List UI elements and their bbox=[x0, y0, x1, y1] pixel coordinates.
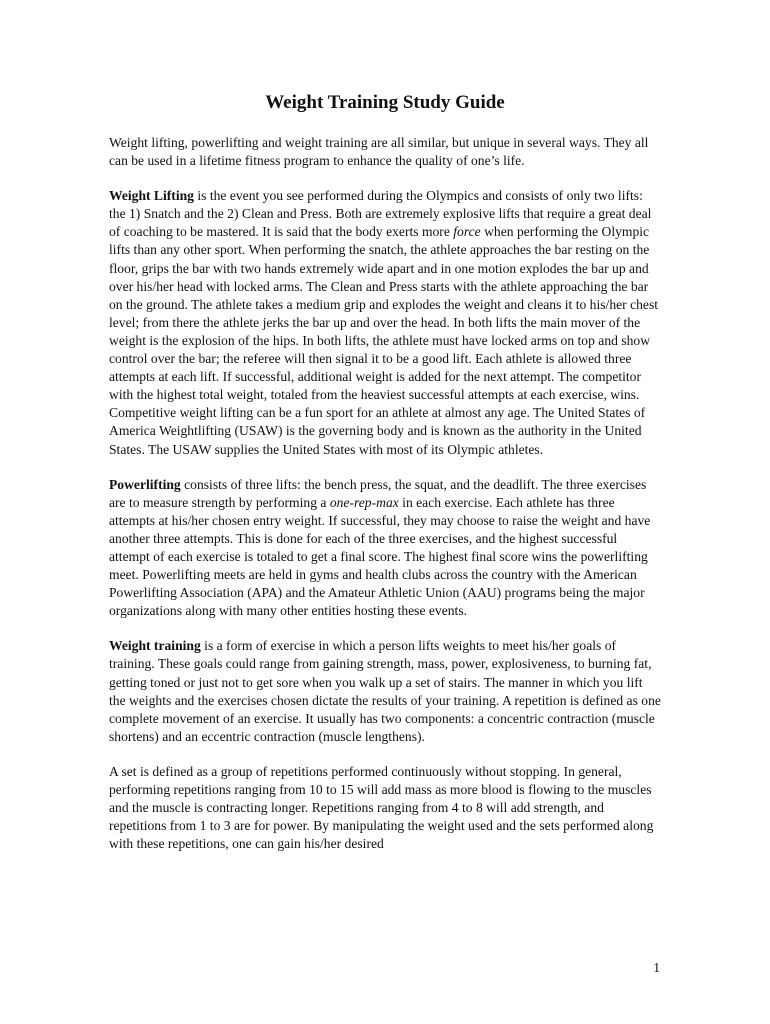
sets-paragraph: A set is defined as a group of repetitions performed continuously without stopping. In general, performing repetitions ranging from 10 to 15 will add mass as more blood is flowing to the muscles and the muscle is contracting longer. Repetitions ranging from 4 to 8 will add strength, and repetitions from 1 to 3 are for power. By manipulating the weight used and the sets performed along with these repetitions, one can gain his/her desired bbox=[109, 763, 654, 852]
weight-training-text: is a form of exercise in which a person lifts weights to meet his/her goals of training. These goals could range from gaining strength, mass, power, explosiveness, to burning fat, getting toned or just not to get sore when you walk up a set of stairs. The manner in which you lift the weights and the exercises chosen dictate the results of your training. A repetition is defined as one complete movement of an exercise. It usually has two components: a concentric contraction (muscle shortens) and an eccentric contraction (muscle lengthens). bbox=[109, 638, 661, 744]
powerlifting-text-a: consists of three lifts: the bench press, the squat, and the deadlift. The three exercises are to measure strength by performing a bbox=[109, 476, 647, 510]
weight-training-paragraph bbox=[109, 637, 661, 746]
weight-lifting-text-a: is the event you see performed during the Olympics and consists of only two lifts: the 1) Snatch and the 2) Clean and Press. Both are extremely explosive lifts that require a great deal of coaching to be mastered. It is said that the body exerts more bbox=[109, 188, 652, 240]
force-emphasis: force bbox=[453, 224, 481, 240]
powerlifting-term: Powerlifting bbox=[109, 476, 181, 492]
one-rep-max-emphasis: one-rep-max bbox=[329, 494, 399, 510]
weight-lifting-term: Weight Lifting bbox=[109, 188, 194, 204]
powerlifting-text-b: in each exercise. Each athlete has three attempts at his/her chosen entry weight. If successful, they may choose to raise the weight and have another three attempts. This is done for each of the three exercises, and the highest successful attempt of each exercise is totaled to get a final score. The highest final score wins the powerlifting meet. Powerlifting meets are held in gyms and health clubs across the country with the American Powerlifting Association (APA) and the Amateur Athletic Union (AAU) programs being the major organizations along with many other entities hosting these events. bbox=[109, 494, 651, 619]
intro-paragraph: Weight lifting, powerlifting and weight training are all similar, but unique in several ways. They all can be used in a lifetime fitness program to enhance the quality of one’s life. bbox=[109, 135, 649, 169]
page-number: 1 bbox=[653, 960, 660, 975]
document-page bbox=[109, 90, 661, 870]
weight-lifting-text-b: when performing the Olympic lifts than any other sport. When performing the snatch, the athlete approaches the bar resting on the floor, grips the bar with two hands extremely wide apart and in one motion explodes the bar up and over his/her head with locked arms. The Clean and Press starts with the athlete approaching the bar on the ground. The athlete takes a medium grip and explodes the weight and cleans it to his/her chest level; from there the athlete jerks the bar up and over the head. In both lifts the main mover of the weight is the explosion of the hips. In both lifts, the athlete must have locked arms on top and show control over the bar; the referee will then signal it to be a good lift. Each athlete is allowed three attempts at each lift. If successful, additional weight is added for the next attempt. The competitor with the highest total weight, totaled from the heaviest successful attempts at each exercise, wins. Competitive weight lifting can be a fun sport for an athlete at almost any age. The United States of America Weightlifting (USAW) is the governing body and is known as the authority in the United States. The USAW supplies the United States with most of its Olympic athletes. bbox=[109, 224, 659, 457]
weight-training-term: Weight training bbox=[109, 638, 201, 654]
document-title: Weight Training Study Guide bbox=[265, 92, 505, 113]
weight-lifting-paragraph bbox=[109, 187, 661, 458]
powerlifting-paragraph bbox=[109, 476, 661, 621]
